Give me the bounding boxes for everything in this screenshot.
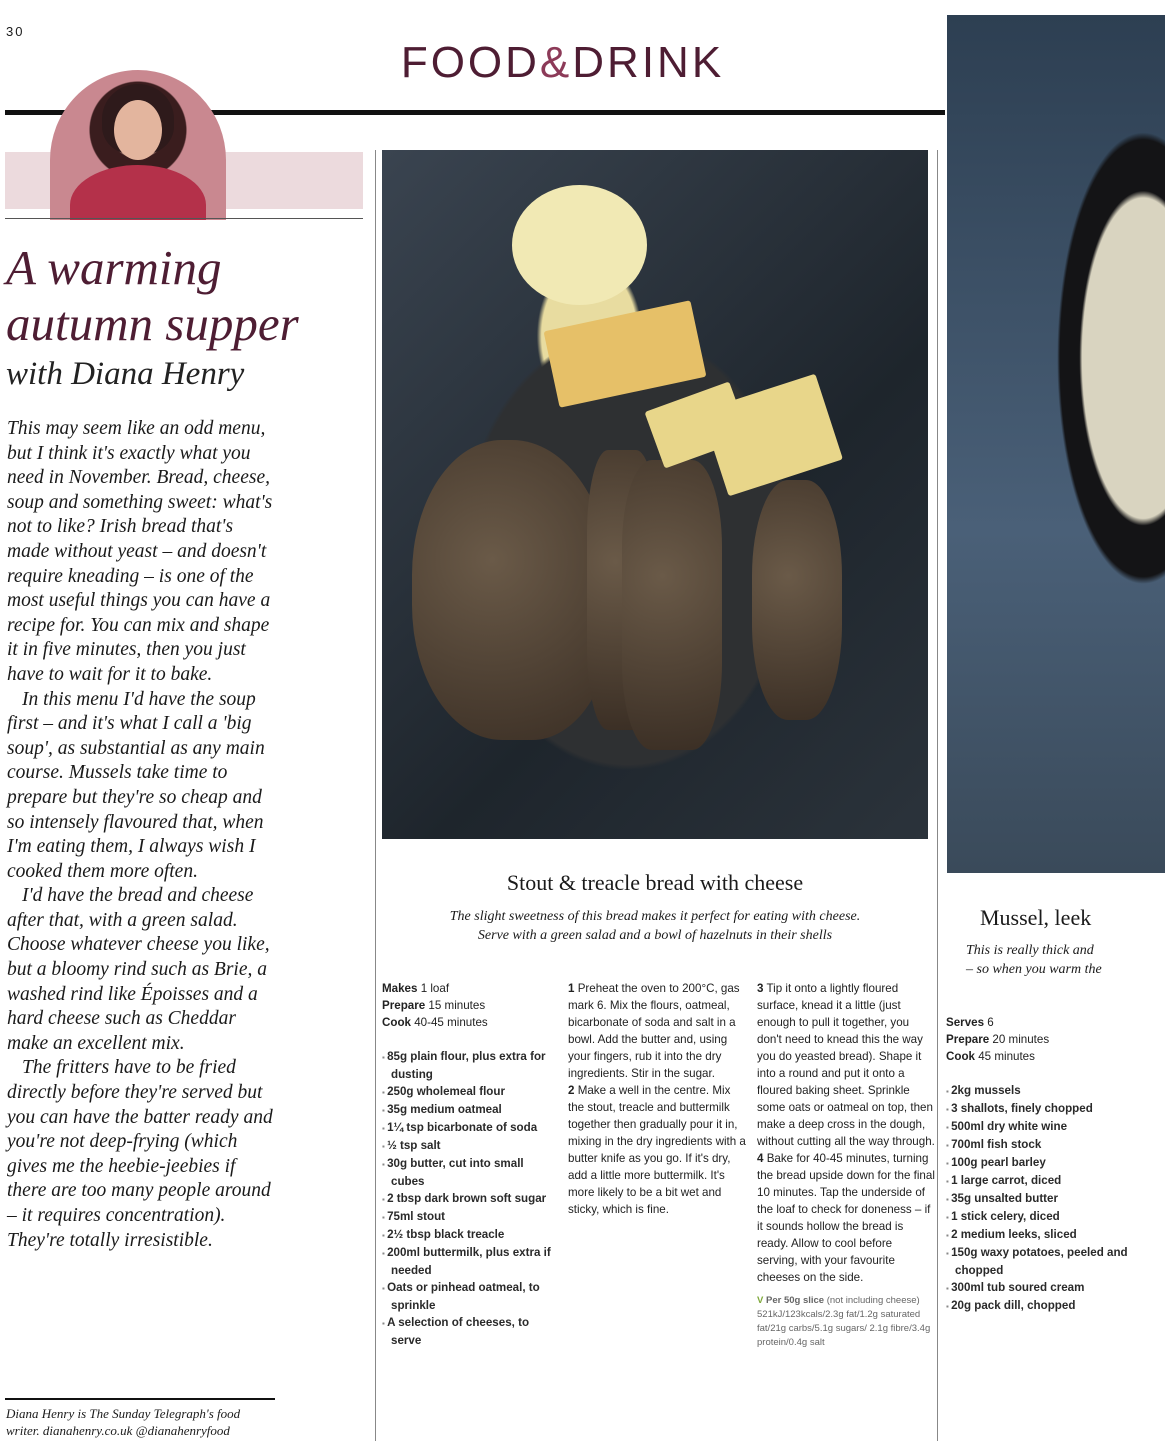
author-bio	[6, 1405, 306, 1439]
ingredient-item: ▪ 1¼ tsp bicarbonate of soda	[382, 1119, 557, 1137]
ingredient-item: ▪ 85g plain flour, plus extra for dusting	[382, 1048, 557, 1083]
article-body	[7, 417, 275, 1253]
ingredient-list	[382, 1048, 557, 1349]
paragraph: The fritters have to be fried directly before they're served but you can have the batter ready and you're not deep-frying (which gives me the heebie-jeebies if there are too many people around – it requires concentration). They're totally irresistible.	[7, 1057, 273, 1251]
ingredient-item: ▪ 700ml fish stock	[946, 1136, 1161, 1154]
makes-value: 1 loaf	[420, 982, 450, 995]
recipe1-ingredients-column	[382, 980, 557, 1349]
masthead-amp: &	[539, 38, 573, 87]
cook-value: 40-45 minutes	[414, 1016, 488, 1029]
ingredient-list	[946, 1082, 1161, 1315]
ingredient-item: ▪ ½ tsp salt	[382, 1137, 557, 1155]
paragraph: In this menu I'd have the soup first – and it's what I call a 'big soup', as substantial as any main course. Mussels take time to prepare but they're so cheap and so intensely flavoured that, when I'm eating them, I always wish I cooked them more often.	[7, 688, 265, 882]
intro-line: Serve with a green salad and a bowl of hazelnuts in their shells	[477, 928, 833, 943]
nutrition-values: (not including cheese) 521kJ/123kcals/2.3g fat/1.2g saturated fat/21g carbs/5.1g sugars/ 2.1g fibre/3.4g protein/0.4g salt	[757, 1295, 931, 1348]
intro-line: This is really thick and	[966, 943, 1094, 958]
divider	[5, 218, 363, 219]
meta-label: Prepare	[382, 999, 426, 1012]
meta-label: Cook	[946, 1050, 975, 1063]
recipe-intro	[382, 907, 928, 945]
meta-label: Serves	[946, 1016, 985, 1029]
ingredient-item: ▪ 100g pearl barley	[946, 1154, 1161, 1172]
ingredient-item: ▪ 1 stick celery, diced	[946, 1208, 1161, 1226]
recipe1-method-b	[757, 980, 935, 1350]
ingredient-item: ▪ 20g pack dill, chopped	[946, 1297, 1161, 1315]
meta-label: Makes	[382, 982, 418, 995]
paragraph: I'd have the bread and cheese after that, with a green salad. Choose whatever cheese you like, but a bloomy rind such as Brie, a washed rind like Époisses and a hard cheese such as Cheddar make an excellent mix.	[7, 885, 270, 1054]
recipe-title: Stout & treacle bread with cheese	[506, 870, 804, 895]
ingredient-item: ▪ 35g unsalted butter	[946, 1190, 1161, 1208]
intro-line: The slight sweetness of this bread makes it perfect for eating with cheese.	[449, 909, 861, 924]
headline-line: A warming	[6, 240, 222, 295]
ingredient-item: ▪ Oats or pinhead oatmeal, to sprinkle	[382, 1279, 557, 1314]
method-step: 4 Bake for 40-45 minutes, turning the bread upside down for the final 10 minutes. Tap the underside of the loaf to check for doneness – if it sounds hollow the bread is ready. Allow to cool before serving, with your favourite cheeses on the side.	[757, 1152, 935, 1284]
headline-byline: with Diana Henry	[6, 356, 245, 392]
ingredient-item: ▪ 2 medium leeks, sliced	[946, 1226, 1161, 1244]
section-masthead	[380, 38, 745, 88]
paragraph: This may seem like an odd menu, but I think it's exactly what you need in November. Bread, cheese, soup and something sweet: what's not to like? Irish bread that's made without yeast – and doesn't require kneading – is one of the most useful things you can have a recipe for. You can mix and shape it in five minutes, then you just have to wait for it to bake.	[7, 418, 273, 685]
ingredient-item: ▪ 250g wholemeal flour	[382, 1083, 557, 1101]
masthead-drink: DRINK	[572, 38, 725, 87]
ingredient-item: ▪ 75ml stout	[382, 1208, 557, 1226]
ingredient-item: ▪ 1 large carrot, diced	[946, 1172, 1161, 1190]
bio-line: Diana Henry is The Sunday Telegraph's food	[6, 1406, 241, 1421]
ingredient-item: ▪ 300ml tub soured cream	[946, 1279, 1161, 1297]
nutrition-info	[757, 1294, 935, 1350]
ingredient-item: ▪ 2½ tbsp black treacle	[382, 1226, 557, 1244]
byline-rule	[5, 1398, 275, 1400]
mussel-soup-photo	[947, 15, 1165, 873]
recipe1-method-a	[568, 980, 748, 1218]
headline-line: autumn supper	[6, 296, 299, 351]
nutrition-label: Per 50g slice	[765, 1295, 825, 1306]
ingredient-item: ▪ 2 tbsp dark brown soft sugar	[382, 1190, 557, 1208]
ingredient-item: ▪ 35g medium oatmeal	[382, 1101, 557, 1119]
method-step: 2 Make a well in the centre. Mix the stout, treacle and buttermilk together then gradually pour it in, mixing in the dry ingredients with a butter knife as you go. If it's dry, add a little more buttermilk. It's more likely to be a bit wet and sticky, which is fine.	[568, 1084, 746, 1216]
ingredient-item: ▪ 30g butter, cut into small cubes	[382, 1155, 557, 1190]
method-step: 3 Tip it onto a lightly floured surface, knead it a little (just enough to pull it together, you don't need to knead this the way you do yeasted bread). Shape it into a round and put it onto a floured baking sheet. Sprinkle some oats or oatmeal on top, then make a deep cross in the dough, without cutting all the way through.	[757, 982, 935, 1148]
column-divider	[375, 150, 376, 1441]
bread-cheese-photo	[382, 150, 928, 839]
ingredient-item: ▪ 200ml buttermilk, plus extra if needed	[382, 1244, 557, 1279]
masthead-food: FOOD	[400, 38, 540, 87]
author-avatar	[50, 70, 226, 220]
recipe2-title: Mussel, leek	[980, 905, 1092, 930]
column-divider	[937, 150, 938, 1441]
method-step: 1 Preheat the oven to 200°C, gas mark 6. Mix the flours, oatmeal, bicarbonate of soda and salt in a bowl. Add the butter and, using your fingers, rub it into the dry ingredients. Stir in the sugar.	[568, 982, 740, 1080]
ingredient-item: ▪ A selection of cheeses, to serve	[382, 1314, 557, 1349]
ingredient-item: ▪ 150g waxy potatoes, peeled and chopped	[946, 1244, 1161, 1279]
meta-label: Cook	[382, 1016, 411, 1029]
page-number: 30	[6, 24, 25, 39]
meta-label: Prepare	[946, 1033, 990, 1046]
intro-line: – so when you warm the	[966, 962, 1102, 977]
recipe2-ingredients-column	[946, 1014, 1161, 1315]
cook-value: 45 minutes	[978, 1050, 1035, 1063]
serves-value: 6	[987, 1016, 994, 1029]
recipe2-intro	[966, 941, 1102, 979]
prepare-value: 20 minutes	[992, 1033, 1050, 1046]
bio-line: writer. dianahenry.co.uk @dianahenryfood	[6, 1423, 230, 1438]
ingredient-item: ▪ 2kg mussels	[946, 1082, 1161, 1100]
vegetarian-icon: V	[757, 1295, 764, 1306]
prepare-value: 15 minutes	[428, 999, 486, 1012]
article-headline	[6, 240, 366, 396]
ingredient-item: ▪ 500ml dry white wine	[946, 1118, 1161, 1136]
ingredient-item: ▪ 3 shallots, finely chopped	[946, 1100, 1161, 1118]
